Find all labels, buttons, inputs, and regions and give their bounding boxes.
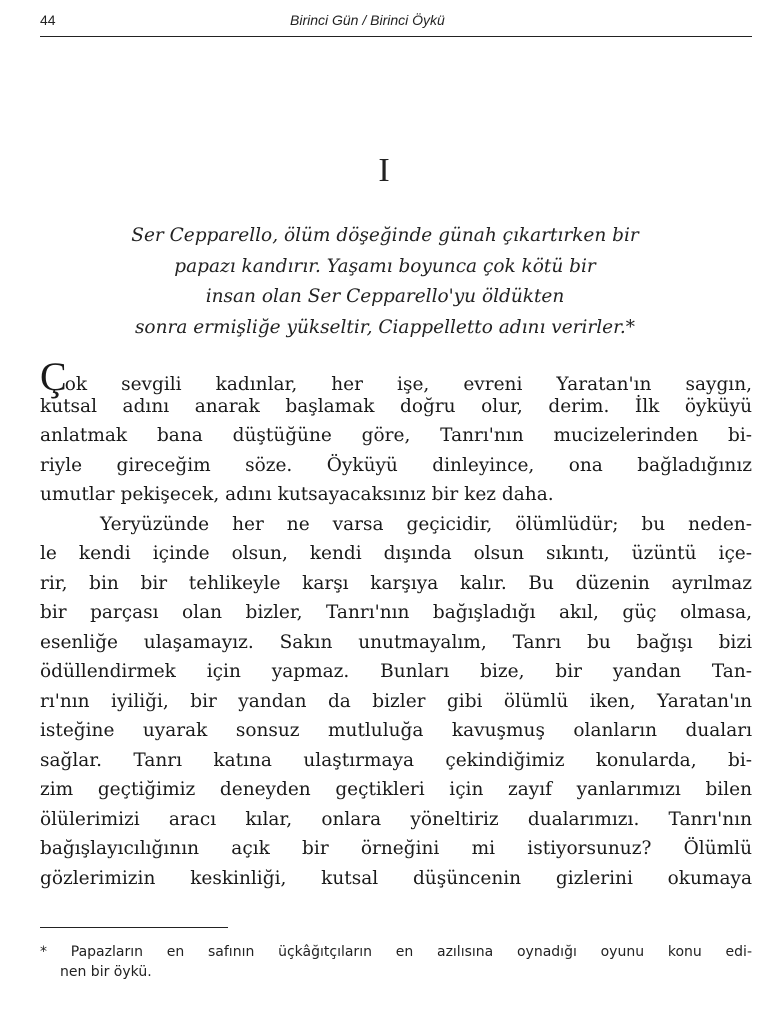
body-line: rı'nın iyiliği, bir yandan da bizler gibi ölümlü iken, Yaratan'ın bbox=[40, 690, 752, 712]
footnote-divider bbox=[40, 927, 228, 928]
body-line: sağlar. Tanrı katına ulaştırmaya çekindiğimiz konularda, bi- bbox=[40, 749, 752, 771]
footnote-line: nen bir öykü. bbox=[60, 964, 152, 980]
body-line: umutlar pekişecek, adını kutsayacaksınız bir kez daha. bbox=[40, 484, 554, 505]
body-line: anlatmak bana düştüğüne göre, Tanrı'nın mucizelerinden bi- bbox=[40, 425, 752, 446]
drop-cap: Ç bbox=[40, 354, 65, 399]
summary-line: papazı kandırır. Yaşamı boyunca çok kötü bir bbox=[174, 255, 596, 277]
first-line-text: ok sevgili kadınlar, her işe, evreni Yaratan'ın saygın, bbox=[64, 374, 752, 395]
body-line: riyle gireceğim söze. Öyküyü dinleyince, ona bağladığınız bbox=[40, 454, 752, 476]
body-line: bağışlayıcılığının açık bir örneğini mi istiyorsunuz? Ölümlü bbox=[40, 838, 752, 859]
running-title: Birinci Gün / Birinci Öykü bbox=[290, 12, 445, 28]
footnote-line: * Papazların en safının üçkâğıtçıların en azılısına oynadığı oyunu konu edi- bbox=[40, 944, 752, 960]
body-line: gözlerimizin keskinliği, kutsal düşüncenin gizlerini okumaya bbox=[40, 867, 752, 889]
body-line: ödüllendirmek için yapmaz. Bunları bize, bir yandan Tan- bbox=[40, 661, 752, 682]
story-summary bbox=[60, 221, 710, 343]
summary-line: insan olan Ser Cepparello'yu öldükten bbox=[205, 286, 565, 307]
body-line: kutsal adını anarak başlamak doğru olur, derim. İlk öyküyü bbox=[40, 395, 752, 417]
body-text bbox=[40, 354, 752, 893]
body-line: rir, bin bir tehlikeyle karşı karşıya kalır. Bu düzenin ayrılmaz bbox=[40, 572, 752, 594]
summary-line: Ser Cepparello, ölüm döşeğinde günah çıkartırken bir bbox=[131, 225, 639, 246]
summary-line: sonra ermişliğe yükseltir, Ciappelletto adını verirler.* bbox=[134, 316, 636, 338]
body-line: bir parçası olan bizler, Tanrı'nın bağışladığı akıl, güç olmasa, bbox=[40, 602, 752, 623]
footnote bbox=[40, 942, 752, 982]
chapter-number: I bbox=[378, 152, 390, 189]
page-number: 44 bbox=[40, 12, 56, 28]
body-line: le kendi içinde olsun, kendi dışında olsun sıkıntı, üzüntü içe- bbox=[40, 543, 752, 564]
running-header bbox=[40, 10, 752, 37]
body-line-first bbox=[40, 354, 752, 399]
body-line: isteğine uyarak sonsuz mutluluğa kavuşmuş olanların duaları bbox=[40, 720, 752, 741]
body-line: zim geçtiğimiz deneyden geçtikleri için zayıf yanlarımızı bilen bbox=[40, 779, 752, 800]
body-line: Yeryüzünde her ne varsa geçicidir, ölümlüdür; bu neden- bbox=[100, 513, 752, 535]
body-line: esenliğe ulaşamayız. Sakın unutmayalım, Tanrı bu bağışı bizi bbox=[40, 631, 752, 653]
body-line: ölülerimizi aracı kılar, onlara yöneltiriz dualarımızı. Tanrı'nın bbox=[40, 808, 752, 830]
